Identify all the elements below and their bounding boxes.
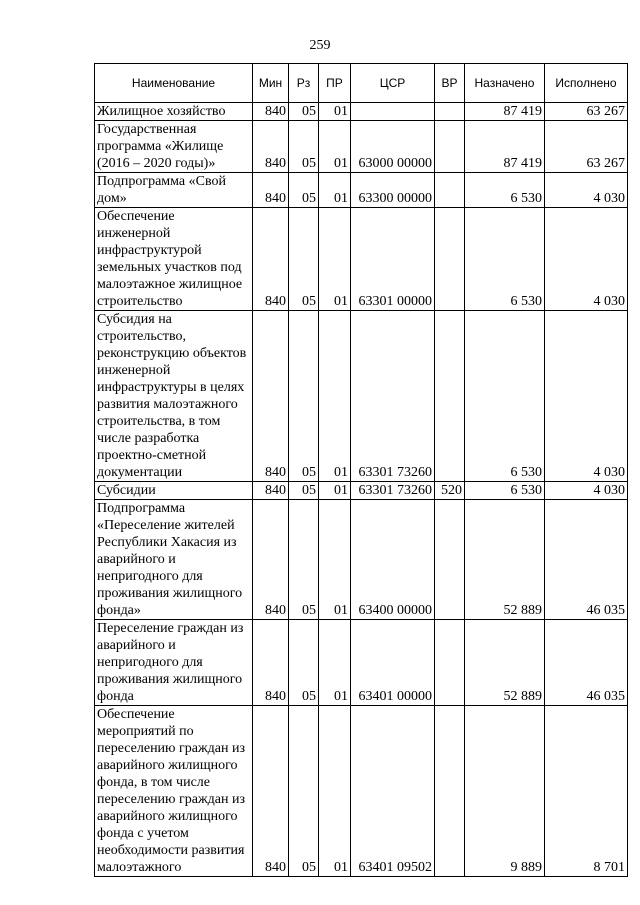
row-pr: 01 [319, 500, 351, 620]
row-rz: 05 [289, 706, 319, 877]
row-assigned: 6 530 [465, 173, 545, 208]
table-row [95, 482, 628, 500]
row-assigned: 6 530 [465, 208, 545, 311]
row-rz: 05 [289, 500, 319, 620]
row-assigned: 9 889 [465, 706, 545, 877]
row-pr: 01 [319, 311, 351, 482]
row-executed: 63 267 [545, 121, 628, 173]
row-pr: 01 [319, 620, 351, 706]
table-row [95, 500, 628, 620]
row-name: Переселение граждан из аварийного и непригодного для проживания жилищного фонда [95, 620, 253, 706]
row-name: Обеспечение мероприятий по переселению граждан из аварийного жилищного фонда, в том числе переселению граждан из аварийного жилищного фонда с учетом необходимости развития малоэтажного [95, 706, 253, 877]
header-executed: Исполнено [545, 64, 628, 103]
row-executed: 63 267 [545, 103, 628, 121]
row-csr [351, 103, 435, 121]
row-executed: 4 030 [545, 482, 628, 500]
row-rz: 05 [289, 173, 319, 208]
row-assigned: 6 530 [465, 482, 545, 500]
row-rz: 05 [289, 620, 319, 706]
row-min: 840 [253, 620, 289, 706]
table-row [95, 208, 628, 311]
row-assigned: 87 419 [465, 121, 545, 173]
row-min: 840 [253, 500, 289, 620]
row-rz: 05 [289, 311, 319, 482]
row-csr: 63401 09502 [351, 706, 435, 877]
row-vr [435, 103, 465, 121]
row-pr: 01 [319, 706, 351, 877]
row-executed: 4 030 [545, 173, 628, 208]
row-assigned: 6 530 [465, 311, 545, 482]
row-name: Жилищное хозяйство [95, 103, 253, 121]
row-vr [435, 173, 465, 208]
row-vr [435, 706, 465, 877]
row-pr: 01 [319, 208, 351, 311]
row-csr: 63300 00000 [351, 173, 435, 208]
row-pr: 01 [319, 121, 351, 173]
row-min: 840 [253, 208, 289, 311]
row-min: 840 [253, 311, 289, 482]
row-executed: 4 030 [545, 208, 628, 311]
row-csr: 63301 73260 [351, 311, 435, 482]
row-vr [435, 620, 465, 706]
header-csr: ЦСР [351, 64, 435, 103]
row-rz: 05 [289, 121, 319, 173]
row-name: Подпрограмма «Переселение жителей Республики Хакасия из аварийного и непригодного для проживания жилищного фонда» [95, 500, 253, 620]
row-executed: 46 035 [545, 620, 628, 706]
row-pr: 01 [319, 482, 351, 500]
row-min: 840 [253, 103, 289, 121]
row-vr [435, 121, 465, 173]
row-name: Государственная программа «Жилище (2016 – 2020 годы)» [95, 121, 253, 173]
row-min: 840 [253, 482, 289, 500]
row-vr [435, 208, 465, 311]
table-row [95, 311, 628, 482]
budget-table [94, 63, 628, 877]
row-assigned: 52 889 [465, 620, 545, 706]
row-name: Субсидия на строительство, реконструкцию объектов инженерной инфраструктуры в целях развития малоэтажного строительства, в том числе разработка проектно-сметной документации [95, 311, 253, 482]
table-row [95, 706, 628, 877]
row-csr: 63401 00000 [351, 620, 435, 706]
row-vr [435, 311, 465, 482]
row-csr: 63000 00000 [351, 121, 435, 173]
header-min: Мин [253, 64, 289, 103]
row-min: 840 [253, 706, 289, 877]
table-header-row [95, 64, 628, 103]
row-min: 840 [253, 121, 289, 173]
table-row [95, 173, 628, 208]
header-pr: ПР [319, 64, 351, 103]
row-csr: 63301 00000 [351, 208, 435, 311]
header-assigned: Назначено [465, 64, 545, 103]
row-pr: 01 [319, 103, 351, 121]
page-number: 259 [309, 38, 331, 53]
row-rz: 05 [289, 103, 319, 121]
row-assigned: 87 419 [465, 103, 545, 121]
row-pr: 01 [319, 173, 351, 208]
row-csr: 63400 00000 [351, 500, 435, 620]
row-assigned: 52 889 [465, 500, 545, 620]
row-min: 840 [253, 173, 289, 208]
row-rz: 05 [289, 482, 319, 500]
row-vr [435, 500, 465, 620]
row-executed: 46 035 [545, 500, 628, 620]
table-row [95, 620, 628, 706]
row-name: Субсидии [95, 482, 253, 500]
row-rz: 05 [289, 208, 319, 311]
row-vr: 520 [435, 482, 465, 500]
row-executed: 4 030 [545, 311, 628, 482]
row-executed: 8 701 [545, 706, 628, 877]
row-name: Подпрограмма «Свой дом» [95, 173, 253, 208]
table-row [95, 103, 628, 121]
row-name: Обеспечение инженерной инфраструктурой земельных участков под малоэтажное жилищное строительство [95, 208, 253, 311]
header-vr: ВР [435, 64, 465, 103]
header-rz: Рз [289, 64, 319, 103]
table-row [95, 121, 628, 173]
row-csr: 63301 73260 [351, 482, 435, 500]
header-name: Наименование [95, 64, 253, 103]
